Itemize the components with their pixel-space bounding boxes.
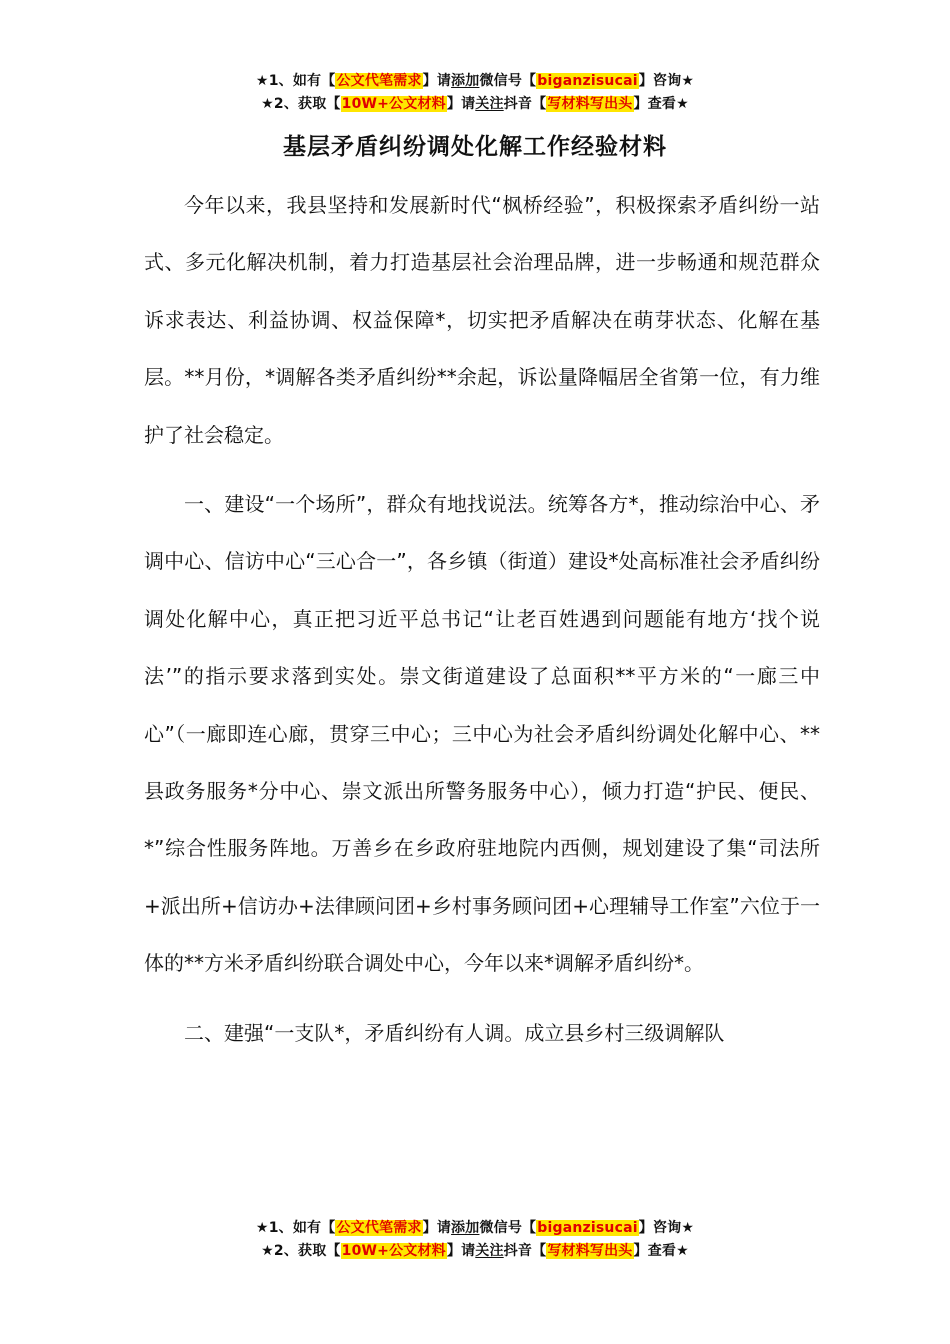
footer-banner [0,1217,950,1263]
highlight-materials: 10W+公文材料 [341,96,446,112]
banner-line-2: ★2、获取【10W+公文材料】请关注抖音【写材料写出头】查看★ [261,1243,689,1259]
star-icon: ★ [261,96,274,112]
header-banner [0,70,950,116]
highlight-douyin: 写材料写出头 [547,96,633,112]
star-icon: ★ [255,1220,269,1236]
highlight-ghostwriting: 公文代笔需求 [336,73,422,89]
banner-line-1: ★1、如有【公文代笔需求】请添加微信号【biganzisucai】咨询★ [255,1220,695,1236]
star-icon: ★ [255,73,269,89]
paragraph-section-1: 一、建设“一个场所”，群众有地找说法。统筹各方*，推动综治中心、矛调中心、信访中心“三心合一”，各乡镇（街道）建设*处高标准社会矛盾纠纷调处化解中心，真正把习近平总书记“让老百姓遇到问题能有地方‘找个说法’”的指示要求落到实处。崇文街道建设了总面积**平方米的“一廊三中心”（一廊即连心廊，贯穿三中心；三中心为社会矛盾纠纷调处化解中心、**县政务服务*分中心、崇文派出所警务服务中心），倾力打造“护民、便民、*”综合性服务阵地。万善乡在乡政府驻地院内西侧，规划建设了集“司法所+派出所+信访办+法律顾问团+乡村事务顾问团+心理辅导工作室”六位于一体的**方米矛盾纠纷联合调处中心，今年以来*调解矛盾纠纷*。 [144,492,820,976]
paragraph-intro: 今年以来，我县坚持和发展新时代“枫桥经验”，积极探索矛盾纠纷一站式、多元化解决机制，着力打造基层社会治理品牌，进一步畅通和规范群众诉求表达、利益协调、权益保障*，切实把矛盾解决在萌芽状态、化解在基层。**月份，*调解各类矛盾纠纷**余起，诉讼量降幅居全省第一位，有力维护了社会稳定。 [144,193,820,447]
highlight-materials: 10W+公文材料 [341,1243,446,1259]
highlight-wechat-id: biganzisucai [537,1220,638,1236]
banner-line-1: ★1、如有【公文代笔需求】请添加微信号【biganzisucai】咨询★ [255,73,695,89]
highlight-wechat-id: biganzisucai [537,73,638,89]
star-icon: ★ [261,1243,274,1259]
document-body [144,177,820,1074]
document-title: 基层矛盾纠纷调处化解工作经验材料 [283,134,667,160]
banner-line-2: ★2、获取【10W+公文材料】请关注抖音【写材料写出头】查看★ [261,96,689,112]
paragraph-section-2: 二、建强“一支队*，矛盾纠纷有人调。成立县乡村三级调解队 [184,1020,725,1045]
highlight-douyin: 写材料写出头 [547,1243,633,1259]
highlight-ghostwriting: 公文代笔需求 [336,1220,422,1236]
